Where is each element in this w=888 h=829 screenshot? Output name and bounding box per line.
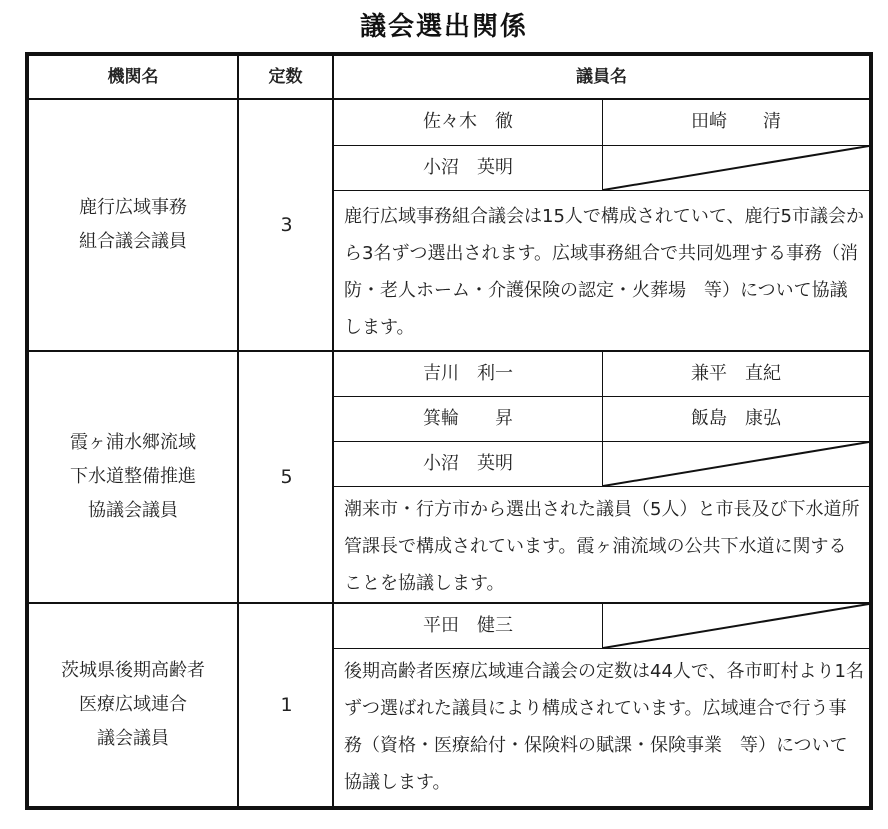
seat-count-2: 5 [280,466,293,488]
header-count: 定数 [268,67,303,87]
member-col-divider [602,100,603,190]
member-name: 吉川 利一 [423,363,513,384]
seat-count-3: 1 [280,694,293,716]
member-col-divider [602,604,603,648]
organ-name-line: 茨城県後期高齢者 [61,660,205,681]
organ-name-line: 鹿行広域事務 [79,197,187,218]
organ-name-line: 議会議員 [97,728,169,749]
member-name: 小沼 英明 [423,157,513,178]
empty-cell-slash [603,604,869,648]
header-organ: 機関名 [107,67,159,87]
member-row-divider [334,648,869,649]
description-1: 鹿行広域事務組合議会は15人で構成されていて、鹿行5市議会から3名ずつ選出されます。広域事務組合で共同処理する事務（消防・老人ホーム・介護保険の認定・火葬場 等）について協議します。 [344,206,864,338]
empty-cell-slash [603,146,869,190]
description-2: 潮来市・行方市から選出された議員（5人）と市長及び下水道所管課長で構成されています。霞ヶ浦流域の公共下水道に関することを協議します。 [344,499,860,594]
organ-name-line: 霞ヶ浦水郷流域 [70,432,196,453]
organ-name-3 [29,604,237,806]
member-name: 小沼 英明 [423,453,513,474]
page-title: 議会選出関係 [359,12,528,42]
organ-name-line: 医療広域連合 [79,694,187,715]
member-name: 田崎 清 [691,111,781,132]
member-name: 佐々木 徹 [423,111,513,132]
member-name: 箕輪 昇 [423,408,513,429]
organ-name-line: 協議会議員 [88,500,178,521]
organ-name-1 [29,100,237,350]
member-name: 兼平 直紀 [691,363,781,384]
organ-name-line: 組合議会議員 [79,231,187,252]
member-col-divider [602,352,603,486]
organ-name-line: 下水道整備推進 [70,466,196,487]
council-table [25,52,873,810]
organ-name-2 [29,352,237,602]
empty-cell-slash [603,442,869,486]
description-3: 後期高齢者医療広域連合議会の定数は44人で、各市町村より1名ずつ選ばれた議員により構成されています。広域連合で行う事務（資格・医療給付・保険料の賦課・保険事業 等）について協議します。 [344,661,864,793]
member-name: 平田 健三 [423,615,513,636]
header-members: 議員名 [576,67,627,87]
seat-count-1: 3 [280,214,293,236]
member-row-divider [334,486,869,487]
member-row-divider [334,190,869,191]
member-name: 飯島 康弘 [691,408,781,429]
